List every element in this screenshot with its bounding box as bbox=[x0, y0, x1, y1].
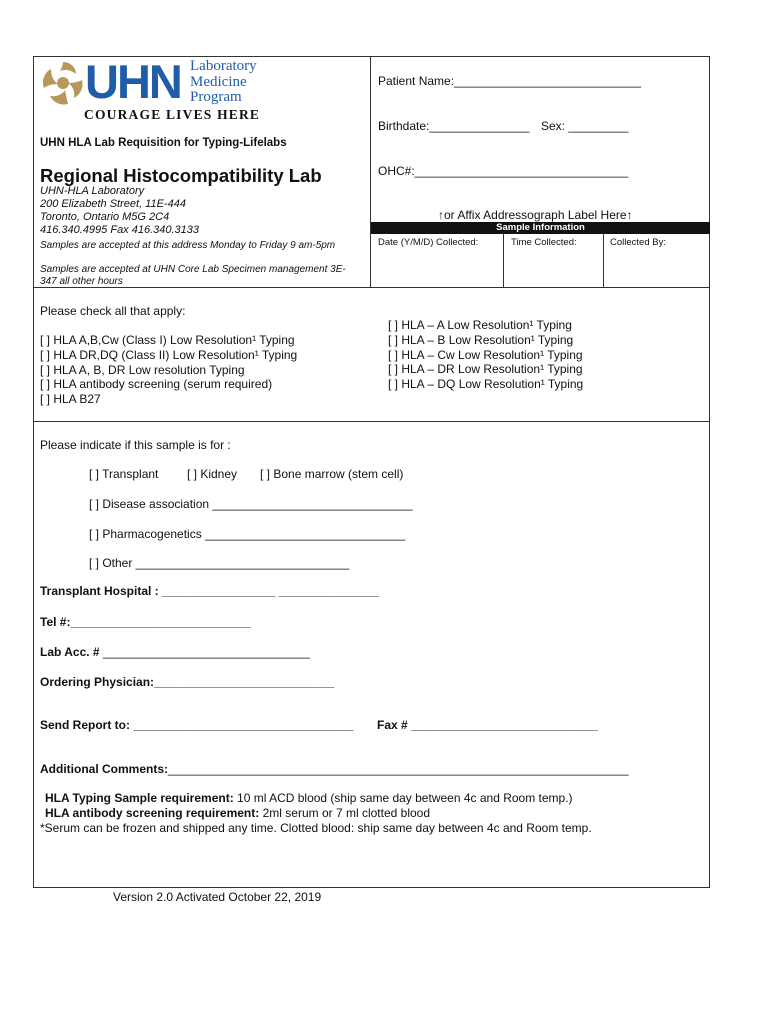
test-option-abdr[interactable]: [ ] HLA A, B, DR Low resolution Typing bbox=[40, 362, 245, 377]
sample-col-divider-2 bbox=[603, 234, 604, 287]
purpose-disease-association[interactable]: [ ] Disease association ______________________________ bbox=[89, 497, 413, 511]
birthdate-label: Birthdate: bbox=[378, 119, 430, 133]
logo-line-2: Medicine bbox=[190, 73, 247, 90]
hours-note: Samples are accepted at this address Monday to Friday 9 am-5pm bbox=[40, 240, 336, 251]
typing-requirement bbox=[45, 791, 573, 805]
test-option-hla-cw[interactable]: [ ] HLA – Cw Low Resolution¹ Typing bbox=[388, 347, 583, 362]
test-option-hla-a[interactable]: [ ] HLA – A Low Resolution¹ Typing bbox=[388, 318, 572, 332]
patient-name-field[interactable]: Patient Name:____________________________ bbox=[378, 74, 641, 88]
purpose-prompt: Please indicate if this sample is for : bbox=[40, 438, 231, 452]
time-collected-field[interactable]: Time Collected: bbox=[511, 237, 577, 248]
logo-tagline: COURAGE LIVES HERE bbox=[84, 107, 261, 122]
ordering-physician-field[interactable]: Ordering Physician:___________________________ bbox=[40, 675, 335, 689]
uhn-emblem-icon bbox=[38, 58, 88, 108]
address-line: 200 Elizabeth Street, 11E-444 bbox=[40, 198, 186, 210]
sample-info-header: Sample Information bbox=[371, 222, 710, 234]
additional-comments-line: _____________________________________________________________________ bbox=[168, 762, 629, 776]
test-option-b27[interactable]: [ ] HLA B27 bbox=[40, 392, 101, 407]
send-report-field[interactable]: Send Report to: _________________________________ bbox=[40, 718, 354, 732]
lab-acc-label: Lab Acc. # bbox=[40, 645, 100, 659]
tel-field[interactable]: Tel #:___________________________ bbox=[40, 615, 251, 629]
serum-note: *Serum can be frozen and shipped any time. Clotted blood: ship same day between 4c and Room temp. bbox=[40, 821, 592, 835]
lab-acc-field[interactable] bbox=[40, 645, 310, 659]
lab-name: Regional Histocompatibility Lab bbox=[40, 165, 322, 186]
purpose-bone-marrow[interactable]: [ ] Bone marrow (stem cell) bbox=[260, 467, 404, 481]
birthdate-line: _______________ bbox=[429, 119, 530, 133]
sample-col-divider-1 bbox=[503, 234, 504, 287]
birthdate-field[interactable] bbox=[378, 119, 529, 133]
logo-line-1: Laboratory bbox=[190, 58, 257, 74]
purpose-kidney[interactable]: [ ] Kidney bbox=[187, 467, 238, 481]
typing-requirement-label: HLA Typing Sample requirement: bbox=[45, 791, 234, 805]
test-option-antibody[interactable]: [ ] HLA antibody screening (serum required) bbox=[40, 377, 273, 392]
test-option-hla-dr[interactable]: [ ] HLA – DR Low Resolution¹ Typing bbox=[388, 362, 583, 377]
header-divider bbox=[370, 56, 371, 287]
requisition-title: UHN HLA Lab Requisition for Typing-Lifelabs bbox=[40, 137, 287, 149]
section-divider-2 bbox=[33, 421, 710, 422]
sex-field[interactable]: Sex: _________ bbox=[541, 119, 629, 133]
purpose-transplant[interactable]: [ ] Transplant bbox=[89, 467, 159, 481]
address-line: Toronto, Ontario M5G 2C4 bbox=[40, 211, 170, 223]
lab-address-block bbox=[40, 185, 199, 237]
addressograph-note: ↑or Affix Addressograph Label Here↑ bbox=[438, 208, 633, 222]
purpose-pharmacogenetics[interactable]: [ ] Pharmacogenetics ______________________________ bbox=[89, 527, 406, 541]
test-option-class-ii[interactable]: [ ] HLA DR,DQ (Class II) Low Resolution¹ Typing bbox=[40, 347, 298, 362]
logo-line-3: Program bbox=[190, 89, 242, 105]
test-option-hla-b[interactable]: [ ] HLA – B Low Resolution¹ Typing bbox=[388, 332, 574, 347]
core-lab-note-line-2: 347 all other hours bbox=[40, 276, 123, 287]
address-line: 416.340.4995 Fax 416.340.3133 bbox=[40, 224, 200, 236]
address-line: UHN-HLA Laboratory bbox=[40, 185, 145, 197]
tests-left-list bbox=[40, 333, 297, 407]
section-divider-1 bbox=[33, 287, 710, 288]
date-collected-field[interactable]: Date (Y/M/D) Collected: bbox=[378, 237, 479, 248]
antibody-requirement-text: 2ml serum or 7 ml clotted blood bbox=[262, 806, 431, 820]
additional-comments-field[interactable] bbox=[40, 762, 629, 776]
fax-field[interactable]: Fax # ____________________________ bbox=[377, 718, 598, 732]
test-option-hla-dq[interactable]: [ ] HLA – DQ Low Resolution¹ Typing bbox=[388, 377, 584, 392]
test-option-class-i[interactable]: [ ] HLA A,B,Cw (Class I) Low Resolution¹ Typing bbox=[40, 333, 295, 347]
ohc-field[interactable]: OHC#:________________________________ bbox=[378, 164, 629, 178]
lab-medicine-program-logo-text bbox=[190, 59, 257, 106]
purpose-other[interactable]: [ ] Other ________________________________ bbox=[89, 556, 350, 570]
transplant-hospital-field[interactable]: Transplant Hospital : _________________ _______________ bbox=[40, 584, 379, 598]
typing-requirement-text: 10 ml ACD blood (ship same day between 4c and Room temp.) bbox=[237, 791, 573, 805]
tests-right-list bbox=[388, 318, 583, 392]
collected-by-field[interactable]: Collected By: bbox=[610, 237, 666, 248]
uhn-wordmark: UHN bbox=[85, 55, 181, 108]
antibody-requirement bbox=[45, 806, 430, 820]
lab-acc-line: _______________________________ bbox=[102, 645, 310, 659]
version-footer: Version 2.0 Activated October 22, 2019 bbox=[113, 890, 322, 904]
additional-comments-label: Additional Comments: bbox=[40, 762, 168, 776]
core-lab-note-line-1: Samples are accepted at UHN Core Lab Specimen management 3E- bbox=[40, 264, 346, 275]
tests-prompt: Please check all that apply: bbox=[40, 304, 186, 318]
antibody-requirement-label: HLA antibody screening requirement: bbox=[45, 806, 260, 820]
